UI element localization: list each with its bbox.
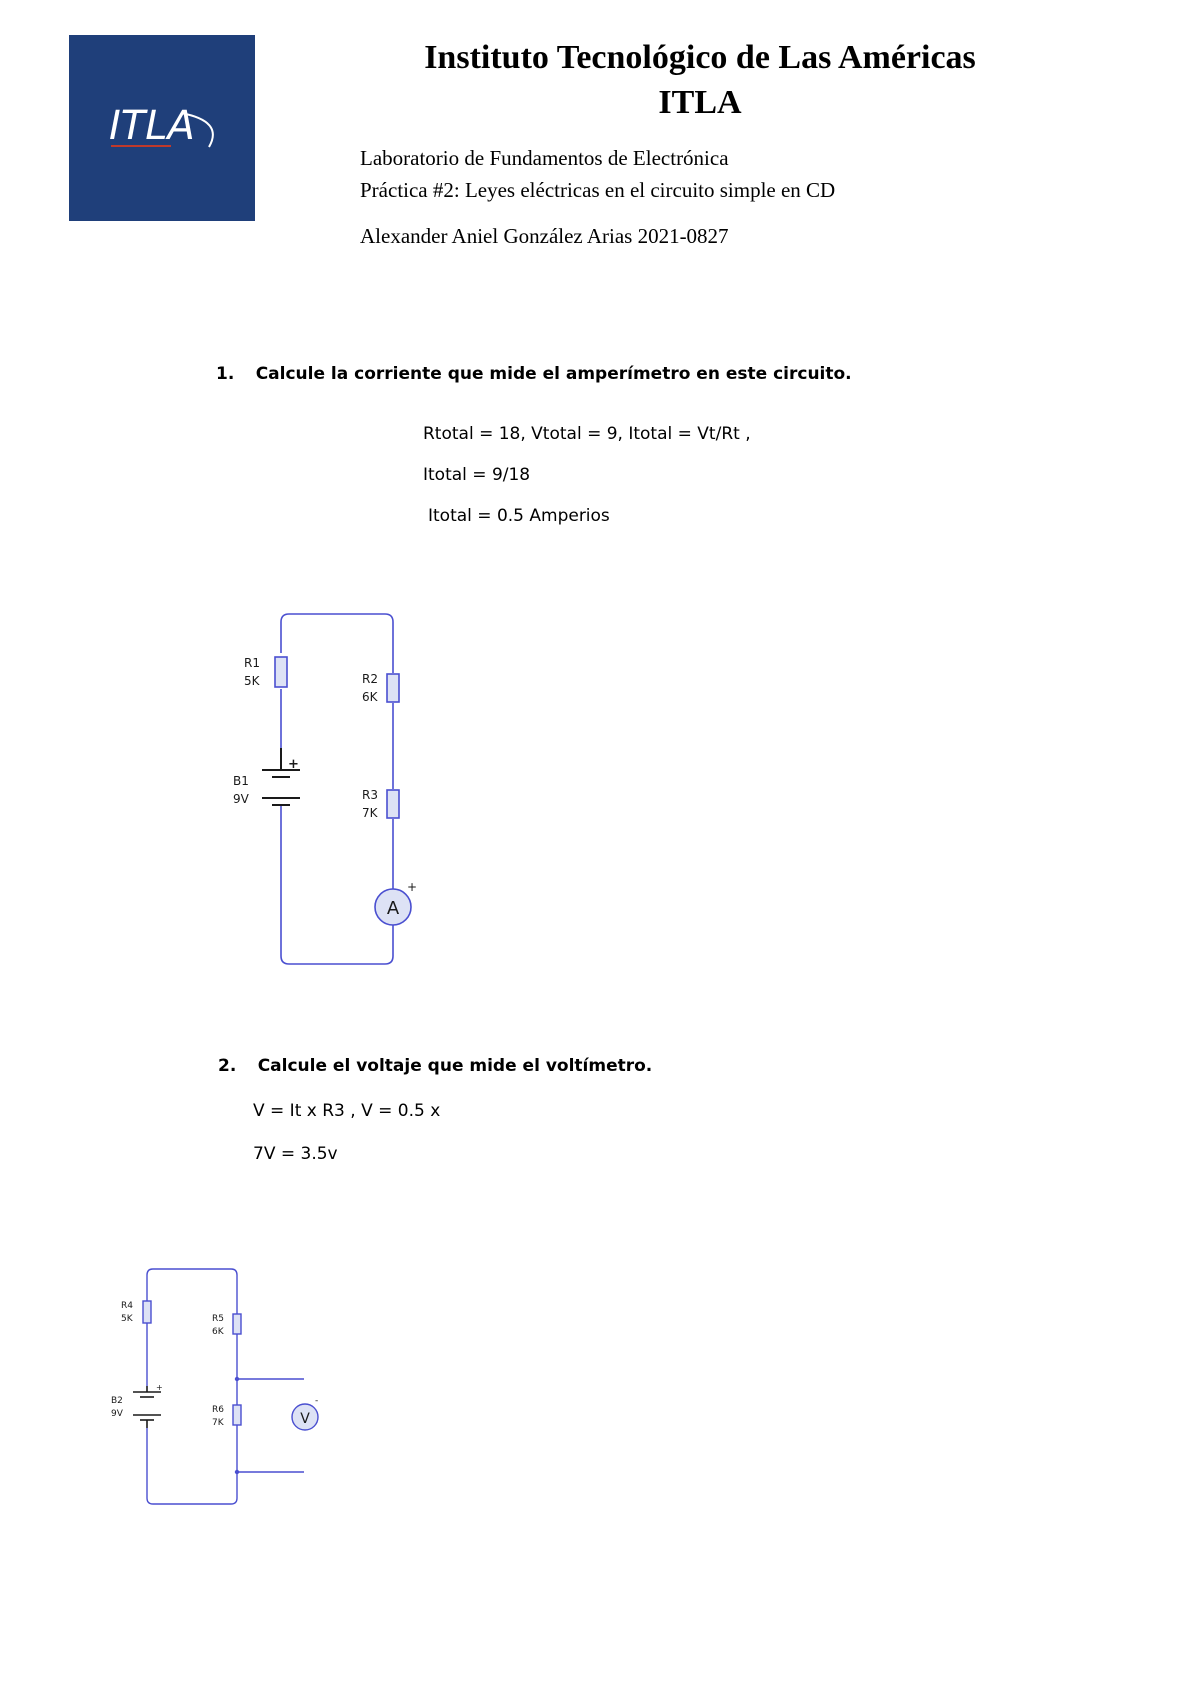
b2-plus: + — [156, 1383, 163, 1392]
question-2-text: Calcule el voltaje que mide el voltímetro. — [257, 1056, 653, 1076]
resistor-r4 — [143, 1301, 151, 1323]
voltmeter-symbol: V — [300, 1411, 310, 1427]
battery-b2 — [133, 1386, 161, 1428]
c2-junction-top — [235, 1377, 239, 1381]
question-1-text: Calcule la corriente que mide el amperímetro en este circuito. — [255, 364, 852, 384]
voltmeter-minus: - — [315, 1396, 319, 1406]
q1-calc-line-1: Rtotal = 18, Vtotal = 9, Itotal = Vt/Rt , — [423, 424, 751, 444]
r2-name: R2 — [362, 672, 378, 686]
r4-name: R4 — [121, 1301, 133, 1311]
b2-value: 9V — [111, 1409, 123, 1419]
logo-text: ITLA — [109, 103, 195, 149]
c2-junction-bottom — [235, 1470, 239, 1474]
q2-calc-line-2: 7V = 3.5v — [253, 1144, 338, 1164]
lab-name: Laboratorio de Fundamentos de Electrónica — [360, 146, 729, 170]
practice-title: Práctica #2: Leyes eléctricas en el circuito simple en CD — [360, 178, 836, 202]
ammeter-symbol: A — [386, 898, 400, 919]
r1-value: 5K — [244, 674, 260, 688]
author-line: Alexander Aniel González Arias 2021-0827 — [360, 224, 729, 248]
r5-value: 6K — [212, 1327, 224, 1337]
resistor-r6 — [233, 1405, 241, 1425]
r6-value: 7K — [212, 1418, 224, 1428]
r2-value: 6K — [362, 690, 378, 704]
resistor-r5 — [233, 1314, 241, 1334]
q1-calc-line-3: Itotal = 0.5 Amperios — [428, 506, 610, 526]
r1-name: R1 — [244, 656, 260, 670]
question-2-number: 2. — [218, 1056, 237, 1076]
r3-value: 7K — [362, 806, 378, 820]
r6-name: R6 — [212, 1405, 224, 1415]
question-1-number: 1. — [216, 364, 235, 384]
c2-top-wire — [147, 1269, 237, 1315]
ammeter-plus: + — [407, 880, 418, 894]
q1-calc-line-2: Itotal = 9/18 — [423, 465, 531, 485]
institution-acronym: ITLA — [658, 84, 742, 121]
c2-bottom-wire — [147, 1472, 237, 1504]
r4-value: 5K — [121, 1314, 133, 1324]
institution-title: Instituto Tecnológico de Las Américas — [424, 39, 976, 76]
b1-value: 9V — [233, 792, 249, 806]
b2-name: B2 — [111, 1396, 123, 1406]
b1-name: B1 — [233, 774, 249, 788]
r3-name: R3 — [362, 788, 378, 802]
b1-plus: + — [288, 757, 299, 772]
r5-name: R5 — [212, 1314, 224, 1324]
q2-calc-line-1: V = It x R3 , V = 0.5 x — [253, 1101, 441, 1121]
